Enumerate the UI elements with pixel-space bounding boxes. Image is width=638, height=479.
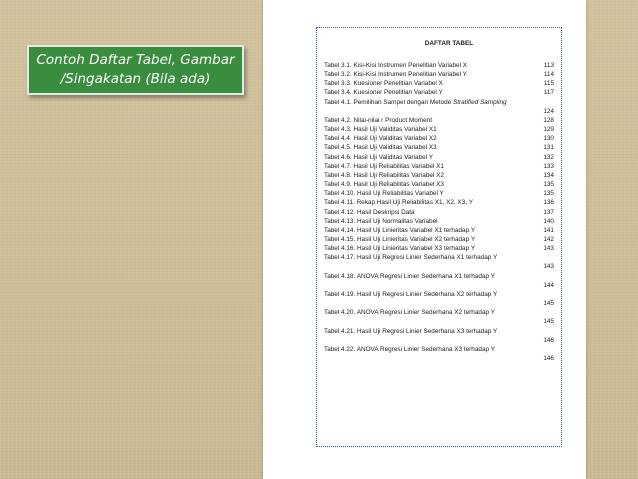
list-item	[324, 88, 554, 97]
entry-page-number: 140	[543, 217, 554, 225]
entry-page-number: 134	[543, 171, 554, 179]
entry-title: Tabel 4.21. Hasil Uji Regresi Linier Sederhana X3 terhadap Y	[324, 327, 498, 335]
entry-title: Tabel 3.2. Kisi-Kisi Instrumen Penelitian Variabel Y	[324, 71, 467, 79]
entry-title: Tabel 4.15. Hasil Uji Linieritas Variabel X2 terhadap Y	[324, 235, 476, 243]
entry-title: Tabel 4.12. Hasil Deskripsi Data	[324, 208, 415, 216]
entry-page-number: 113	[543, 62, 554, 69]
entry-page-number: 135	[543, 190, 554, 198]
section-label	[27, 45, 244, 95]
entry-page-number: 137	[543, 208, 554, 216]
list-item	[324, 198, 554, 207]
list-item	[324, 272, 554, 290]
list-item	[324, 162, 554, 171]
entry-title: Tabel 4.8. Hasil Uji Reliabilitas Variabel X2	[324, 171, 444, 179]
list-item	[324, 308, 554, 326]
entry-page-number: 142	[543, 235, 554, 243]
entry-title: Tabel 4.6. Hasil Uji Validitas Variabel Y	[324, 153, 434, 161]
list-item	[324, 98, 554, 116]
list-item	[324, 235, 554, 244]
entry-title: Tabel 4.7. Hasil Uji Reliabilitas Variabel X1	[324, 162, 444, 170]
entry-title: Tabel 4.13. Hasil Uji Normalitas Variabel	[324, 217, 438, 225]
entry-title: Tabel 4.16. Hasil Uji Linieritas Variabel X3 terhadap Y	[324, 245, 476, 253]
entry-page-number: 128	[543, 116, 554, 124]
section-label-text: Contoh Daftar Tabel, Gambar /Singakatan (Bila ada)	[36, 52, 235, 87]
list-item	[324, 70, 554, 79]
list-item	[324, 253, 554, 271]
entry-title: Tabel 4.20. ANOVA Regresi Linier Sederhana X2 terhadap Y	[324, 309, 495, 317]
entry-title: Tabel 4.11. Rekap Hasil Uji Reliabilitas X1, X2, X3, Y	[324, 199, 473, 207]
document-title: DAFTAR TABEL	[424, 40, 474, 47]
entry-page-number: 124	[543, 107, 554, 115]
entry-list	[324, 61, 554, 363]
list-item	[324, 208, 554, 217]
entry-title: Tabel 4.4. Hasil Uji Validitas Variabel X2	[324, 135, 437, 143]
list-item	[324, 153, 554, 162]
entry-page-number: 114	[543, 71, 554, 79]
entry-page-number: 131	[543, 144, 554, 152]
entry-title: Tabel 4.2. Nilai-nilai r Product Moment	[324, 116, 432, 124]
entry-page-number: 146	[543, 336, 554, 344]
entry-title: Tabel 4.1. Pemilihan Sampel dengan Metode Stratified Sampling	[324, 98, 507, 106]
entry-page-number: 141	[543, 226, 554, 234]
list-item	[324, 327, 554, 345]
entry-title: Tabel 4.3. Hasil Uji Validitas Variabel X1	[324, 126, 437, 134]
list-item	[324, 345, 554, 363]
entry-title: Tabel 4.19. Hasil Uji Regresi Linier Sederhana X2 terhadap Y	[324, 290, 498, 298]
entry-title: Tabel 3.3. Kuesioner Penelitian Variabel X	[324, 80, 443, 88]
entry-title: Tabel 4.18. ANOVA Regresi Linier Sederhana X1 terhadap Y	[324, 272, 495, 280]
entry-page-number: 117	[543, 89, 554, 97]
entry-page-number: 145	[543, 300, 554, 308]
entry-page-number: 132	[543, 153, 554, 161]
entry-page-number: 133	[543, 162, 554, 170]
list-item	[324, 143, 554, 152]
list-item	[324, 134, 554, 143]
list-item	[324, 180, 554, 189]
list-item	[324, 226, 554, 235]
list-item	[324, 244, 554, 253]
list-item	[324, 171, 554, 180]
list-item	[324, 290, 554, 308]
document-page	[263, 0, 586, 479]
entry-title: Tabel 4.5. Hasil Uji Validitas Variabel X3	[324, 144, 437, 152]
entry-title: Tabel 4.17. Hasil Uji Regresi Linier Sederhana X1 terhadap Y	[324, 254, 498, 262]
entry-title: Tabel 4.10. Hasil Uji Reliabilitas Variabel Y	[324, 190, 444, 198]
entry-page-number: 143	[543, 245, 554, 253]
entry-page-number: 136	[543, 199, 554, 207]
entry-title: Tabel 3.1. Kisi-Kisi Instrumen Penelitian Variabel X	[324, 62, 468, 69]
entry-page-number: 129	[543, 126, 554, 134]
list-item	[324, 61, 554, 70]
list-item	[324, 217, 554, 226]
entry-page-number: 130	[543, 135, 554, 143]
list-item	[324, 79, 554, 88]
list-item	[324, 189, 554, 198]
entry-page-number: 145	[543, 318, 554, 326]
entry-page-number: 115	[543, 80, 554, 88]
entry-page-number: 144	[543, 281, 554, 289]
list-item	[324, 125, 554, 134]
table-of-tables	[324, 40, 554, 363]
entry-title: Tabel 3.4. Kuesioner Penelitian Variabel Y	[324, 89, 443, 97]
entry-title: Tabel 4.9. Hasil Uji Reliabilitas Variabel X3	[324, 181, 444, 189]
entry-title: Tabel 4.22. ANOVA Regresi Linier Sederhana X3 terhadap Y	[324, 345, 495, 353]
list-item	[324, 116, 554, 125]
entry-page-number: 135	[543, 181, 554, 189]
entry-page-number: 143	[543, 263, 554, 271]
entry-page-number: 146	[543, 355, 554, 362]
entry-title: Tabel 4.14. Hasil Uji Linieritas Variabel X1 terhadap Y	[324, 226, 476, 234]
